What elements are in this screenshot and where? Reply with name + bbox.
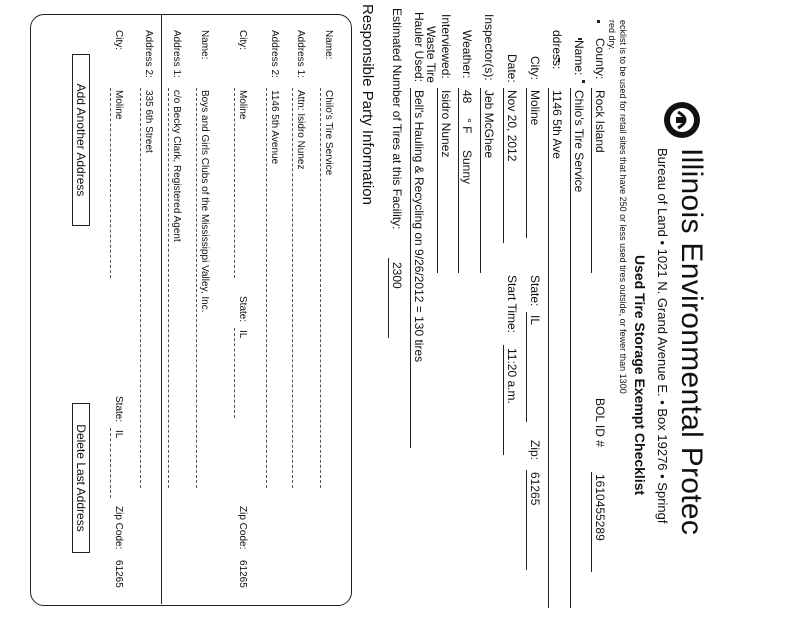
party1-name-value: Chilo's Tire Service	[323, 90, 334, 176]
site-name-line	[570, 88, 571, 608]
party2-addr1-line	[168, 88, 169, 488]
party1-addr2-line	[266, 88, 267, 488]
interviewed-label: Interviewed:	[439, 14, 453, 79]
party2-zip-value: 61265	[113, 560, 124, 588]
party2-addr2-label: Address 2:	[143, 30, 154, 78]
county-value: Rock Island	[593, 90, 607, 153]
hauler-label-2: Hauler Used:	[412, 12, 426, 83]
bol-label: BOL ID #	[593, 398, 607, 447]
party-divider	[161, 14, 162, 604]
hauler-line	[410, 88, 411, 448]
form-note-line-2: red dry.	[607, 20, 617, 50]
site-zip-label: Zip:	[528, 440, 542, 461]
agency-title: Illinois Environmental Protec	[675, 148, 708, 536]
weather-label: Weather:	[460, 30, 474, 79]
form-title: Used Tire Storage Exempt Checklist	[632, 255, 648, 496]
county-line	[591, 88, 592, 273]
party1-zip-value: 61265	[237, 560, 248, 588]
inspectors-label: Inspector(s):	[482, 14, 496, 81]
party1-state-line	[234, 328, 235, 418]
agency-address: Bureau of Land • 1021 N. Grand Avenue E. • Box 19276 • Springf	[655, 148, 670, 524]
site-state-value: IL	[528, 315, 542, 326]
party2-state-label: State:	[113, 396, 124, 423]
scan-speck	[597, 20, 600, 23]
bol-value: 1610455289	[593, 474, 607, 541]
interviewed-line	[437, 88, 438, 273]
date-label: Date:	[505, 54, 519, 83]
start-time-label: Start Time:	[505, 275, 519, 334]
party1-addr1-line	[292, 88, 293, 488]
party1-city-value: Moline	[237, 90, 248, 120]
date-line	[503, 88, 504, 243]
party2-state-line	[110, 428, 111, 498]
weather-value: Sunny	[460, 150, 474, 185]
party2-addr2-value: 335 6th Street	[143, 90, 154, 153]
site-state-label: State:	[528, 275, 542, 307]
party2-name-line	[196, 88, 197, 488]
temperature-unit: ° F	[460, 118, 474, 134]
party1-zip-label: Zip Code:	[237, 506, 248, 550]
site-address-line	[548, 88, 549, 608]
start-time-line	[503, 345, 504, 455]
agency-seal-icon	[662, 100, 702, 140]
party1-state-label: State:	[237, 296, 248, 323]
site-city-line	[526, 88, 527, 238]
inspectors-line	[480, 88, 481, 273]
party2-city-label: City:	[113, 30, 124, 50]
interviewed-value: Isidro Nunez	[439, 90, 453, 158]
site-state-line	[526, 312, 527, 422]
party2-addr2-line	[140, 88, 141, 488]
hauler-label-1: Waste Tire	[424, 26, 438, 83]
party2-name-value: Boys and Girls Clubs of the Mississippi Valley, Inc.	[199, 90, 210, 313]
party1-addr1-value: Attn: Isidro Nunez	[295, 90, 306, 170]
party2-city-value: Moline	[113, 90, 124, 120]
party1-city-label: City:	[237, 30, 248, 50]
party2-city-line	[110, 88, 111, 278]
party2-zip-label: Zip Code:	[113, 506, 124, 550]
start-time-value: 11:20 a.m.	[505, 348, 519, 404]
party1-city-line	[234, 88, 235, 278]
party1-addr2-value: 1146 5th Avenue	[269, 90, 280, 165]
date-value: Nov 20, 2012	[505, 90, 519, 162]
scan-speck	[582, 80, 585, 83]
site-zip-line	[526, 470, 527, 570]
party1-addr2-label: Address 2:	[269, 30, 280, 78]
add-address-button[interactable]: Add Another Address	[72, 54, 90, 226]
site-name-label: Name:	[572, 40, 586, 76]
site-address-label: ddress:	[550, 30, 564, 70]
weather-line	[458, 88, 459, 273]
delete-address-button[interactable]: Delete Last Address	[72, 403, 90, 553]
site-address-value: 1146 5th Ave	[550, 90, 564, 159]
party2-addr1-label: Address 1:	[171, 30, 182, 78]
party1-addr1-label: Address 1:	[295, 30, 306, 78]
site-city-label: City:	[528, 56, 542, 80]
county-label: County:	[593, 38, 607, 80]
inspectors-value: Jeb McGhee	[482, 90, 496, 159]
temperature-value: 48	[460, 90, 474, 104]
estimate-line	[388, 258, 389, 338]
estimate-label: Estimated Number of Tires at this Facility:	[390, 8, 404, 230]
responsible-heading: Responsible Party Information	[359, 4, 376, 205]
site-zip-value: 61265	[528, 472, 542, 506]
party1-name-line	[320, 88, 321, 488]
party1-name-label: Name:	[323, 30, 334, 60]
site-name-value: Chilo's Tire Service	[572, 90, 586, 193]
bol-line	[591, 472, 592, 572]
hauler-value: Bell's Hauling & Recycling on 9/26/2012 = 130 tires	[412, 90, 426, 363]
party1-state-value: IL	[237, 330, 248, 339]
form-note-line-1: ecklist is to be used for retail sites that have 250 or less used tires outside, or fewer than 1300	[618, 20, 628, 394]
party2-addr1-value: c/o Becky Clark, Registered Agent	[171, 90, 182, 242]
site-city-value: Moline	[528, 90, 542, 126]
party2-name-label: Name:	[199, 30, 210, 60]
party2-state-value: IL	[113, 430, 124, 439]
estimate-value: 2300	[390, 262, 404, 289]
